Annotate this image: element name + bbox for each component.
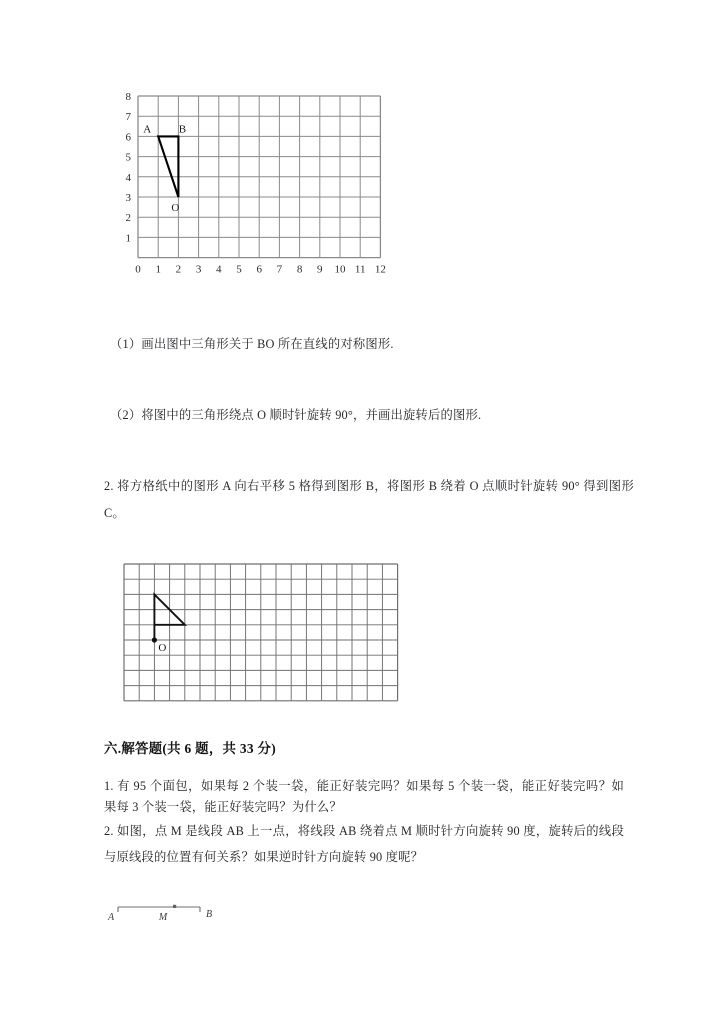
x-tick-label: 0 — [135, 263, 141, 276]
y-tick-label: 8 — [125, 91, 131, 103]
x-tick-label: 1 — [155, 263, 161, 276]
x-tick-label: 2 — [175, 263, 182, 276]
x-axis-tick-labels — [135, 264, 386, 276]
y-tick-label: 6 — [125, 131, 131, 144]
segment-geometry — [118, 905, 200, 912]
answer-question-1: 1. 有 95 个面包，如果每 2 个装一袋，能正好装完吗？如果每 5 个装一袋，能正好装完吗？如果每 3 个装一袋，能正好装完吗？为什么？ — [104, 779, 624, 815]
segment-svg — [100, 893, 230, 929]
triangle-shape — [158, 136, 178, 197]
figure-coordinate-grid — [112, 88, 402, 306]
x-tick-label: 10 — [334, 263, 346, 276]
x-tick-label: 9 — [317, 263, 323, 276]
segment-label-b: B — [205, 909, 213, 920]
x-tick-label: 5 — [236, 263, 242, 276]
x-tick-label: 12 — [374, 263, 386, 276]
question-2-stem: 2. 将方格纸中的图形 A 向右平移 5 格得到图形 B，将图形 B 绕着 O 点顺时针旋转 90° 得到图形 C。 — [104, 479, 634, 521]
x-tick-label: 7 — [276, 263, 283, 276]
x-tick-label: 3 — [195, 263, 202, 276]
y-tick-label: 7 — [125, 111, 131, 124]
grid-lines — [138, 96, 380, 258]
answer-question-2: 2. 如图，点 M 是线段 AB 上一点，将线段 AB 绕着点 M 顺时针方向旋转 90 度，旋转后的线段与原线段的位置有何关系？如果逆时针方向旋转 90 度呢？ — [104, 824, 624, 865]
y-tick-label: 3 — [125, 192, 131, 204]
segment-label-a: A — [107, 912, 115, 923]
x-tick-label: 6 — [256, 263, 262, 276]
x-tick-label: 11 — [354, 263, 366, 276]
section-heading-answer-questions: 六.解答题(共 6 题，共 33 分) — [104, 741, 276, 756]
figure-segment-ab — [100, 893, 230, 929]
question-1-part-a: （1）画出图中三角形关于 BO 所在直线的对称图形. — [110, 337, 394, 351]
y-tick-label: 1 — [125, 232, 131, 245]
figure-plain-grid — [122, 560, 407, 710]
y-tick-label: 4 — [125, 171, 131, 184]
grid-lines — [124, 564, 398, 701]
segment-point-labels — [107, 909, 212, 923]
coordinate-grid-svg — [112, 88, 402, 306]
y-tick-label: 5 — [125, 151, 131, 164]
y-axis-tick-labels — [126, 91, 132, 244]
vertex-label-b: B — [178, 123, 187, 136]
y-tick-label: 2 — [125, 212, 131, 225]
vertex-label-a: A — [143, 123, 152, 136]
x-tick-label: 4 — [216, 263, 222, 276]
plain-grid-svg — [122, 560, 407, 710]
question-1-part-b: （2）将图中的三角形绕点 O 顺时针旋转 90°，并画出旋转后的图形. — [110, 408, 482, 422]
vertex-label-o: O — [171, 202, 180, 214]
point-o-label: O — [158, 642, 167, 654]
x-tick-label: 8 — [296, 263, 303, 276]
segment-label-m: M — [158, 912, 168, 923]
